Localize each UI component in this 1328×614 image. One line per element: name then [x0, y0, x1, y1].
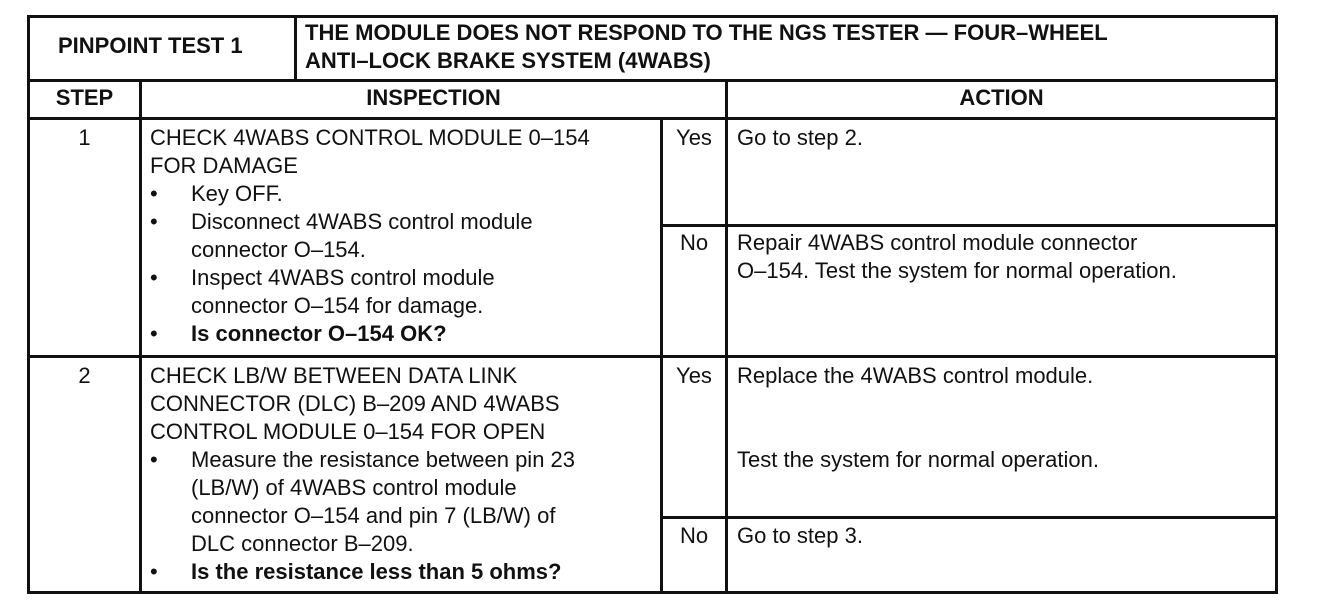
column-header-divider [27, 117, 1278, 120]
step-title: CONNECTOR (DLC) B–209 AND 4WABS [150, 391, 560, 416]
no-action: Repair 4WABS control module connector [737, 230, 1138, 255]
result-yes-label: Yes [676, 125, 712, 150]
result-no-label: No [679, 523, 709, 548]
step-number: 1 [78, 125, 91, 150]
result-no-label: No [679, 230, 709, 255]
no-action: O–154. Test the system for normal operation. [737, 258, 1177, 283]
test-title-line1: THE MODULE DOES NOT RESPOND TO THE NGS TESTER — FOUR–WHEEL [305, 20, 1108, 45]
bullet-text: Inspect 4WABS control module [191, 265, 495, 290]
no-action: Go to step 3. [737, 523, 863, 548]
bullet-text: connector O–154 and pin 7 (LB/W) of [191, 503, 556, 528]
bullet-dot: • [150, 447, 158, 472]
step1-yes-no-divider [660, 224, 1278, 227]
table-border-bottom [27, 591, 1278, 594]
bullet-text: connector O–154 for damage. [191, 293, 484, 318]
bullet-dot: • [150, 181, 158, 206]
step-title: CONTROL MODULE 0–154 FOR OPEN [150, 419, 546, 444]
column-header-inspection: INSPECTION [366, 85, 501, 110]
step-title: CHECK 4WABS CONTROL MODULE 0–154 [150, 125, 590, 150]
bullet-text: Measure the resistance between pin 23 [191, 447, 576, 472]
bullet-question: Is the resistance less than 5 ohms? [191, 559, 562, 584]
bullet-text: (LB/W) of 4WABS control module [191, 475, 517, 500]
yes-action: Test the system for normal operation. [737, 447, 1099, 472]
table-border-top [27, 15, 1278, 18]
step-title: FOR DAMAGE [150, 153, 298, 178]
step-column-divider [139, 79, 142, 594]
row-divider [27, 355, 1278, 358]
yes-action: Go to step 2. [737, 125, 863, 150]
bullet-question: Is connector O–154 OK? [191, 321, 447, 346]
bullet-text: connector O–154. [191, 237, 366, 262]
bullet-text: DLC connector B–209. [191, 531, 414, 556]
bullet-text: Disconnect 4WABS control module [191, 209, 533, 234]
step2-yes-no-divider [660, 516, 1278, 519]
bullet-dot: • [150, 321, 158, 346]
test-title-line2: ANTI–LOCK BRAKE SYSTEM (4WABS) [305, 48, 711, 73]
column-header-action: ACTION [959, 85, 1044, 110]
table-border-right [1275, 15, 1278, 594]
step-title: CHECK LB/W BETWEEN DATA LINK [150, 363, 518, 388]
bullet-dot: • [150, 559, 158, 584]
header-pinpoint-divider [294, 15, 297, 81]
yes-action: Replace the 4WABS control module. [737, 363, 1094, 388]
inspection-action-divider [725, 79, 728, 594]
bullet-text: Key OFF. [191, 181, 283, 206]
bullet-dot: • [150, 265, 158, 290]
result-yes-label: Yes [676, 363, 712, 388]
pinpoint-label: PINPOINT TEST 1 [58, 33, 243, 58]
column-header-step: STEP [55, 85, 114, 110]
bullet-dot: • [150, 209, 158, 234]
step-number: 2 [78, 363, 91, 388]
header-divider [27, 79, 1278, 82]
